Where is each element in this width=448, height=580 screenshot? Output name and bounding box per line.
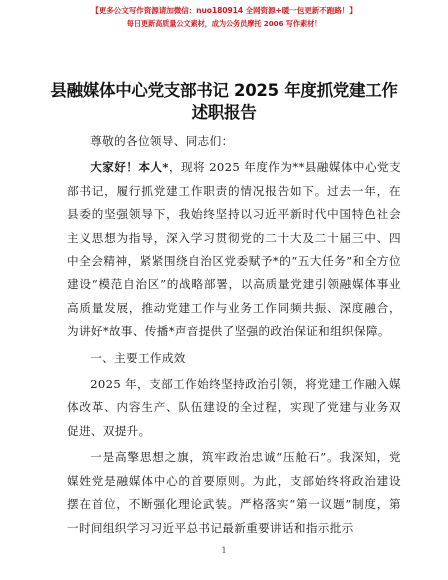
section-heading: 一、主要工作成效 <box>90 350 186 365</box>
document-title-line-1: 县融媒体中心党支部书记 2025 年度抓党建工作 <box>50 81 398 100</box>
document-title-line-2: 述职报告 <box>191 103 257 122</box>
promo-banner-line-1: 【更多公文写作资源请加微信：nuo180914 全网资源+暖一包更新不跑路！】 <box>91 6 357 15</box>
greeting: 大家好！本人* <box>90 160 169 175</box>
opening-paragraph-text: ，现将 2025 年度作为**县融媒体中心党支部书记，履行抓党建工作职责的情况报告如下。过去一年，在县委的坚强领导下，我始终坚持以习近平新时代中国特色社会主义思想为指导，深入学习贯彻党的二十大及二十届三中、四中全会精神，紧紧围绕自治区党委赋予*的“五大任务”和全方位建设“模范自治区”的战略部署，以高质量党建引领融媒体事业高质量发展，推动党建工作与业务工作同频共振、深度融合，为讲好*故事、传播*声音提供了坚强的政治保证和组织保障。 <box>67 160 401 339</box>
promo-banner <box>0 4 448 30</box>
document-body <box>67 130 401 543</box>
document-title <box>20 80 428 124</box>
page-number: 1 <box>221 546 227 555</box>
paragraph-2: 2025 年，支部工作始终坚持政治引领，将党建工作融入媒体改革、内容生产、队伍建设的全过程，实现了党建与业务双促进、双提升。 <box>67 377 401 438</box>
paragraph-3: 一是高擎思想之旗，筑牢政治忠诚“压舱石”。我深知，党媒姓党是融媒体中心的首要原则。为此，支部始终将政治建设摆在首位，不断强化理论武装。严格落实“第一议题”制度，第一时间组织学习习近平总书记最新重要讲话和指示批示 <box>67 450 401 535</box>
promo-banner-line-2: 每日更新高质量公文素材，成为公务员摩托 2006 写作素材！ <box>126 19 322 28</box>
salutation: 尊敬的各位领导、同志们： <box>90 134 234 148</box>
opening-paragraph <box>67 156 401 343</box>
